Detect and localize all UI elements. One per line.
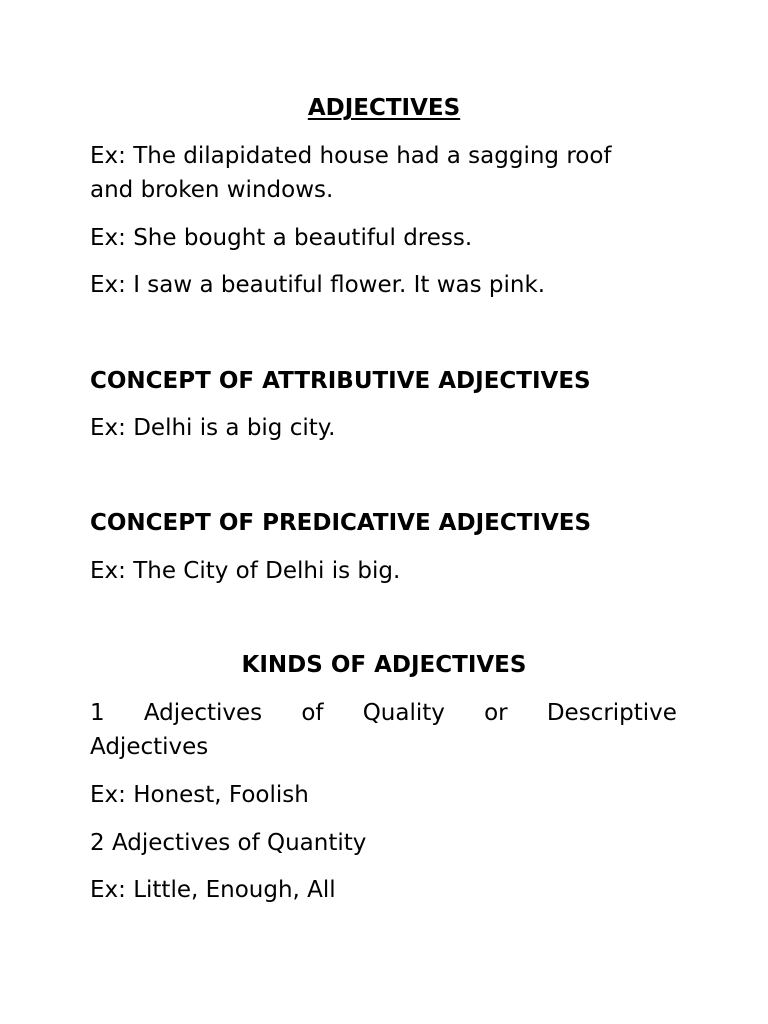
kinds-item-1-line-2: Adjectives xyxy=(90,734,209,760)
document-title: ADJECTIVES xyxy=(307,95,461,121)
kinds-item-1-example: Ex: Honest, Foolish xyxy=(90,782,309,808)
intro-example-3: Ex: I saw a beautiful flower. It was pink. xyxy=(90,272,546,298)
kinds-item-1-word: Descriptive xyxy=(546,700,677,726)
attributive-heading: CONCEPT OF ATTRIBUTIVE ADJECTIVES xyxy=(90,368,591,394)
kinds-item-1-word: 1 xyxy=(90,700,105,726)
predicative-example: Ex: The City of Delhi is big. xyxy=(90,558,401,584)
attributive-example: Ex: Delhi is a big city. xyxy=(90,415,336,441)
kinds-item-1-word: Quality xyxy=(362,700,445,726)
kinds-item-1-word: or xyxy=(484,700,508,726)
kinds-item-1-line-1 xyxy=(90,696,677,730)
intro-example-1-line-2: and broken windows. xyxy=(90,177,334,203)
kinds-item-2-example: Ex: Little, Enough, All xyxy=(90,877,336,903)
kinds-heading: KINDS OF ADJECTIVES xyxy=(241,652,527,678)
kinds-item-1-word: Adjectives xyxy=(143,700,263,726)
intro-example-1-line-1: Ex: The dilapidated house had a sagging roof xyxy=(90,143,612,169)
kinds-item-1-word: of xyxy=(301,700,324,726)
kinds-item-2: 2 Adjectives of Quantity xyxy=(90,830,367,856)
intro-example-2: Ex: She bought a beautiful dress. xyxy=(90,225,473,251)
predicative-heading: CONCEPT OF PREDICATIVE ADJECTIVES xyxy=(90,510,592,536)
